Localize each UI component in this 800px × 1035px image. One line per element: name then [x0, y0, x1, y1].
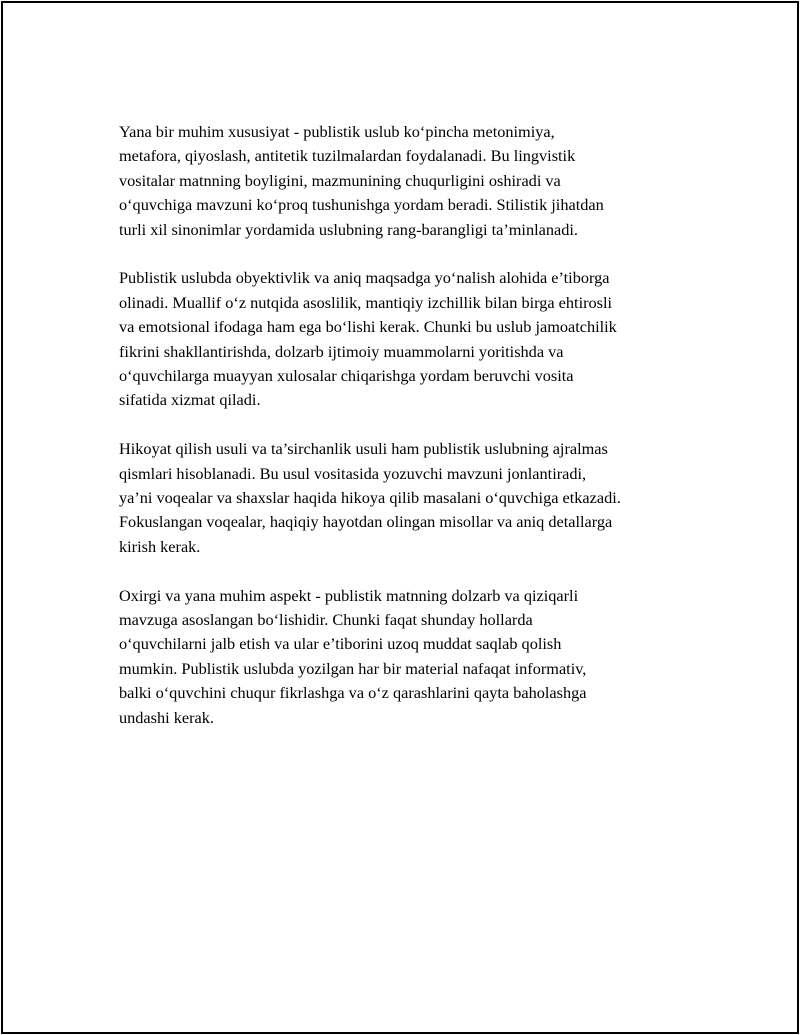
text-line: o‘quvchiga mavzuni ko‘proq tushunishga yordam beradi. Stilistik jihatdan — [119, 195, 604, 215]
paragraph — [119, 584, 703, 730]
text-line: qismlari hisoblanadi. Bu usul vositasida yozuvchi mavzuni jonlantiradi, — [119, 463, 587, 483]
text-line: fikrini shakllantirishda, dolzarb ijtimoiy muammolarni yoritishda va — [119, 341, 564, 361]
text-line: va emotsional ifodaga ham ega bo‘lishi kerak. Chunki bu uslub jamoatchilik — [119, 317, 617, 337]
text-line: Hikoyat qilish usuli va ta’sirchanlik usuli ham publistik uslubning ajralmas — [119, 439, 608, 459]
text-line: vositalar matnning boyligini, mazmunining chuqurligini oshiradi va — [119, 170, 561, 190]
text-line: o‘quvchilarga muayyan xulosalar chiqarishga yordam beruvchi vosita — [119, 366, 574, 386]
document-page — [1, 1, 799, 1034]
document-body — [119, 120, 703, 755]
paragraph — [119, 120, 703, 242]
paragraph — [119, 437, 703, 559]
text-line: ya’ni voqealar va shaxslar haqida hikoya qilib masalani o‘quvchiga etkazadi. — [119, 488, 621, 508]
text-line: kirish kerak. — [119, 536, 201, 556]
text-line: Oxirgi va yana muhim aspekt - publistik matnning dolzarb va qiziqarli — [119, 585, 579, 605]
text-line: Yana bir muhim xususiyat - publistik uslub ko‘pincha metonimiya, — [119, 122, 555, 141]
text-line: undashi kerak. — [119, 707, 214, 727]
text-line: turli xil sinonimlar yordamida uslubning rang-barangligi ta’minlanadi. — [119, 219, 578, 239]
text-line: metafora, qiyoslash, antitetik tuzilmalardan foydalanadi. Bu lingvistik — [119, 146, 576, 166]
text-line: sifatida xizmat qiladi. — [119, 390, 261, 410]
text-line: balki o‘quvchini chuqur fikrlashga va o‘z qarashlarini qayta baholashga — [119, 683, 587, 703]
text-line: mumkin. Publistik uslubda yozilgan har bir material nafaqat informativ, — [119, 658, 587, 678]
text-line: Fokuslangan voqealar, haqiqiy hayotdan olingan misollar va aniq detallarga — [119, 512, 613, 532]
paragraph — [119, 266, 703, 412]
text-line: o‘quvchilarni jalb etish va ular e’tiborini uzoq muddat saqlab qolish — [119, 634, 562, 654]
text-line: Publistik uslubda obyektivlik va aniq maqsadga yo‘nalish alohida e’tiborga — [119, 268, 610, 288]
text-line: mavzuga asoslangan bo‘lishidir. Chunki faqat shunday hollarda — [119, 610, 533, 630]
text-line: olinadi. Muallif o‘z nutqida asoslilik, mantiqiy izchillik bilan birga ehtirosli — [119, 292, 613, 312]
